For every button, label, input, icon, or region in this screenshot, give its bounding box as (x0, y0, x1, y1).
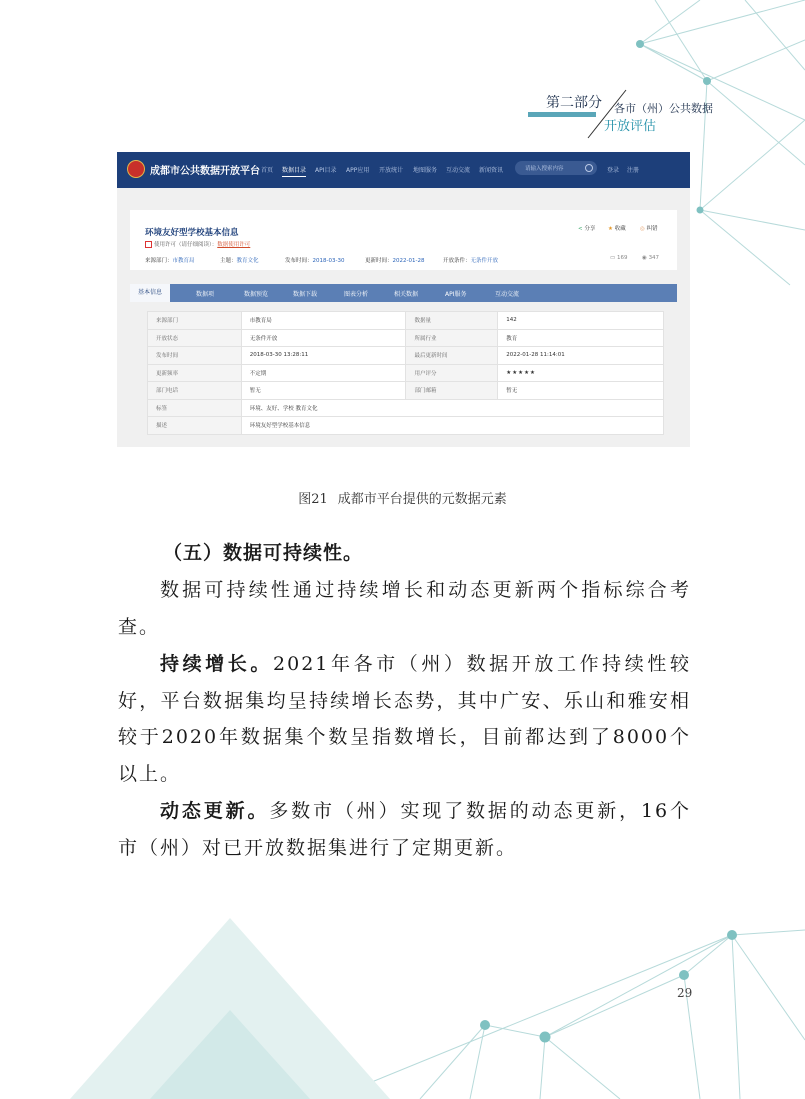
rating-stars[interactable]: ★★★★★ (498, 364, 664, 382)
part-subtitle-line2: 开放评估 (604, 119, 657, 134)
figure-caption (0, 488, 805, 507)
dataset-title: 环境友好型学校基本信息 (145, 228, 239, 238)
part-title: 第二部分 (546, 95, 602, 111)
share-button[interactable] (578, 224, 595, 232)
nav-item[interactable]: API目录 (315, 167, 337, 174)
dataset-info-card (130, 210, 677, 270)
tab-chart-analysis[interactable]: 图表分析 (344, 291, 369, 298)
search-placeholder: 请输入搜索内容 (525, 166, 564, 172)
error-label: 纠错 (646, 226, 658, 232)
tab-interaction[interactable]: 互动交流 (495, 291, 520, 298)
paragraph-2-text: 2021年各市（州）数据开放工作持续性较好，平台数据集均呈持续增长态势，其中广安、乐山和雅安相较于2020年数据集个数呈指数增长，目前都达到了8000个以上。 (118, 653, 691, 785)
meta-open (443, 256, 498, 264)
paragraph-3 (118, 793, 691, 866)
figure-number: 图21 (298, 492, 328, 507)
table-row (148, 312, 664, 330)
meta-value: 2022-01-28 (392, 258, 425, 264)
paragraph-3-text: 多数市（州）实现了数据的动态更新，16个市（州）对已开放数据集进行了定期更新。 (118, 800, 691, 859)
paragraph-3-lead: 动态更新。 (160, 800, 270, 822)
share-icon: < (578, 226, 583, 232)
tab-basic-info[interactable]: 基本信息 (130, 284, 170, 302)
table-value: 142 (498, 312, 664, 330)
figure-caption-text: 成都市平台提供的元数据元素 (337, 492, 507, 507)
figure-screenshot (117, 152, 690, 447)
download-count (610, 255, 627, 261)
meta-label: 更新时间： (365, 258, 393, 264)
license-flag-icon (145, 241, 152, 248)
paragraph-2 (118, 646, 691, 792)
nav-item[interactable]: 开放统计 (379, 167, 404, 174)
tab-api[interactable]: API服务 (445, 291, 467, 298)
tab-download[interactable]: 数据下载 (293, 291, 318, 298)
table-label: 来源部门 (148, 312, 242, 330)
table-value: 不定期 (241, 364, 406, 382)
download-icon: ▭ (610, 255, 616, 261)
nav-item[interactable]: 互动交流 (446, 167, 471, 174)
meta-label: 开放条件： (443, 258, 471, 264)
table-value: 无条件开放 (241, 329, 406, 347)
meta-value[interactable]: 市教育局 (172, 258, 195, 264)
table-value: 环境友好型学校基本信息 (241, 417, 663, 435)
table-label: 标签 (148, 399, 242, 417)
meta-topic (220, 256, 259, 264)
meta-label: 主题： (220, 258, 237, 264)
table-label: 更新频率 (148, 364, 242, 382)
meta-label: 来源部门： (145, 258, 173, 264)
page-number: 29 (677, 986, 693, 1000)
tab-preview[interactable]: 数据预览 (244, 291, 269, 298)
meta-label: 发布时间： (285, 258, 313, 264)
meta-publish (285, 256, 344, 264)
table-value: 2022-01-28 11:14:01 (498, 347, 664, 365)
paragraph-1: 数据可持续性通过持续增长和动态更新两个指标综合考查。 (118, 579, 691, 638)
view-count-value: 347 (648, 255, 660, 261)
meta-value: 无条件开放 (470, 258, 499, 264)
table-label: 描述 (148, 417, 242, 435)
register-link[interactable]: 注册 (627, 167, 640, 174)
table-row (148, 382, 664, 400)
table-label: 开放状态 (148, 329, 242, 347)
detail-tabbar (130, 284, 677, 302)
table-label: 所属行业 (406, 329, 498, 347)
table-row (148, 399, 664, 417)
table-row (148, 347, 664, 365)
site-title: 成都市公共数据开放平台 (150, 166, 260, 177)
nav-item[interactable]: 首页 (261, 167, 274, 174)
table-value: 教育 (498, 329, 664, 347)
favorite-button[interactable] (608, 224, 626, 232)
paragraph-2-lead: 持续增长。 (160, 653, 274, 675)
meta-value: 2018-03-30 (312, 258, 345, 264)
table-label: 数据量 (406, 312, 498, 330)
login-link[interactable]: 登录 (607, 167, 620, 174)
nav-item[interactable]: APP应用 (346, 167, 370, 174)
portal-navbar (117, 152, 690, 188)
table-value: 市教育局 (241, 312, 406, 330)
table-row (148, 329, 664, 347)
nav-item[interactable]: 新闻资讯 (479, 167, 504, 174)
metadata-table (147, 311, 664, 435)
report-error-button[interactable] (640, 224, 658, 232)
warning-icon: ◎ (640, 226, 645, 232)
favorite-label: 收藏 (614, 226, 626, 232)
table-label: 发布时间 (148, 347, 242, 365)
view-count (642, 255, 659, 261)
table-row (148, 417, 664, 435)
table-label: 用户评分 (406, 364, 498, 382)
search-icon[interactable] (585, 164, 593, 172)
star-icon: ★ (608, 226, 613, 232)
emblem-icon (127, 160, 145, 178)
section-heading: （五）数据可持续性。 (163, 542, 364, 564)
tab-data-items[interactable]: 数据项 (196, 291, 215, 298)
tab-related[interactable]: 相关数据 (394, 291, 419, 298)
table-label: 最后更新时间 (406, 347, 498, 365)
meta-update (365, 256, 424, 264)
nav-item[interactable]: 地图服务 (413, 167, 438, 174)
table-label: 部门邮箱 (406, 382, 498, 400)
meta-value[interactable]: 教育文化 (236, 258, 259, 264)
download-count-value: 169 (616, 255, 628, 261)
section-header (528, 88, 728, 148)
license-line (145, 240, 250, 248)
license-link[interactable]: 数据使用许可 (217, 242, 251, 248)
share-label: 分享 (584, 226, 596, 232)
part-subtitle-line1: 各市（州）公共数据 (614, 102, 713, 115)
table-value: 环境、友好、学校 教育文化 (241, 399, 663, 417)
table-row (148, 364, 664, 382)
table-value: 暂无 (241, 382, 406, 400)
license-label: 使用许可（请仔细阅读）： (154, 242, 218, 248)
nav-item-active[interactable]: 数据目录 (282, 165, 306, 177)
table-label: 部门电话 (148, 382, 242, 400)
meta-dept (145, 256, 195, 264)
eye-icon: ◉ (642, 255, 647, 261)
table-value: 2018-03-30 13:28:11 (241, 347, 406, 365)
table-value: 暂无 (498, 382, 664, 400)
